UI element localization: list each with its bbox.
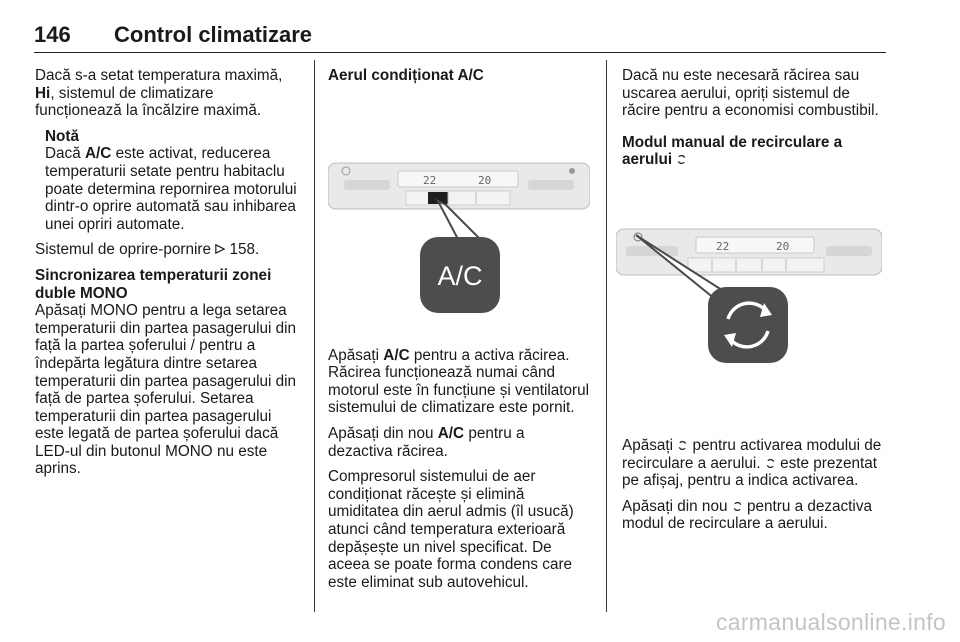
ac-heading: Aerul condiționat A/C <box>328 67 484 84</box>
note-title: Notă <box>45 127 79 145</box>
ac-paragraph-3: Compresorul sistemului de aer condiționat răcește și elimină umiditatea din aerul admis (îl usucă) atunci când temperatura exterioară depășește un nivel specificat. De aceea se poate forma condens care este eliminat sub autovehicul. <box>328 468 574 591</box>
recirculation-icon <box>732 501 743 512</box>
note-text: Dacă A/C este activat, reducerea temperaturii setate pentru habitaclu poate determina repornirea motorului dintr-o oprire automată sau inhibarea unei opriri automate. <box>45 145 297 233</box>
column-3 <box>622 67 888 541</box>
column-divider <box>606 60 607 612</box>
stop-start-reference: Sistemul de oprire-pornire 158. <box>35 241 260 259</box>
ac-paragraph-1: Apăsați A/C pentru a activa răcirea. Răcirea funcționează numai când motorul este în funcțiune și ventilatorul sistemului de climatizare este pornit. <box>328 346 590 417</box>
sync-heading: Sincronizarea temperaturii zonei duble MONO <box>35 266 272 302</box>
panel-temp-right: 20 <box>776 239 790 253</box>
recirculation-paragraph-1: Apăsați pentru activarea modului de recirculare a aerului. este prezentat pe afișaj, pentru a indica activarea. <box>622 436 882 490</box>
column-2 <box>328 67 590 599</box>
recirculation-icon <box>765 458 776 469</box>
recirculation-paragraph-2: Apăsați din nou pentru a dezactiva modul de recirculare a aerului. <box>622 497 872 533</box>
column-1 <box>35 67 301 486</box>
panel-temp-right: 20 <box>478 173 492 187</box>
column-divider <box>314 60 315 612</box>
page-ref-arrow-icon <box>215 244 225 254</box>
panel-temp-left: 22 <box>716 239 730 253</box>
panel-temp-left: 22 <box>423 173 437 187</box>
ac-paragraph-2: Apăsați din nou A/C pentru a dezactiva răcirea. <box>328 424 525 460</box>
sync-paragraph: Apăsați MONO pentru a lega setarea temperaturii din partea pasagerului din față la partea șoferului / pentru a îndepărta legătura dintre setarea temperaturii din partea pasagerului din față de partea șoferului. Setarea temperaturii din partea pasagerului este legată de partea șoferului dacă LED-ul din butonul MONO nu este aprins. <box>35 302 297 478</box>
page-number: 146 <box>34 22 71 47</box>
intro-paragraph: Dacă s-a setat temperatura maximă, Hi, sistemul de climatizare funcționează la încălzire maximă. <box>35 67 283 120</box>
recirculation-button-callout <box>708 287 788 363</box>
section-title: Control climatizare <box>114 22 313 47</box>
cooling-off-paragraph: Dacă nu este necesară răcirea sau uscarea aerului, opriți sistemul de răcire pentru a economisi combustibil. <box>622 67 879 120</box>
recirculation-panel-illustration <box>616 199 882 409</box>
note-box <box>35 128 301 234</box>
recirculation-icon <box>677 440 688 451</box>
page-header <box>34 22 886 53</box>
ac-panel-illustration <box>328 109 590 321</box>
ac-callout-label: A/C <box>437 260 483 291</box>
watermark: carmanualsonline.info <box>715 609 946 635</box>
recirculation-icon <box>676 154 687 165</box>
recirculation-heading: Modul manual de recirculare a aerului <box>622 133 843 169</box>
